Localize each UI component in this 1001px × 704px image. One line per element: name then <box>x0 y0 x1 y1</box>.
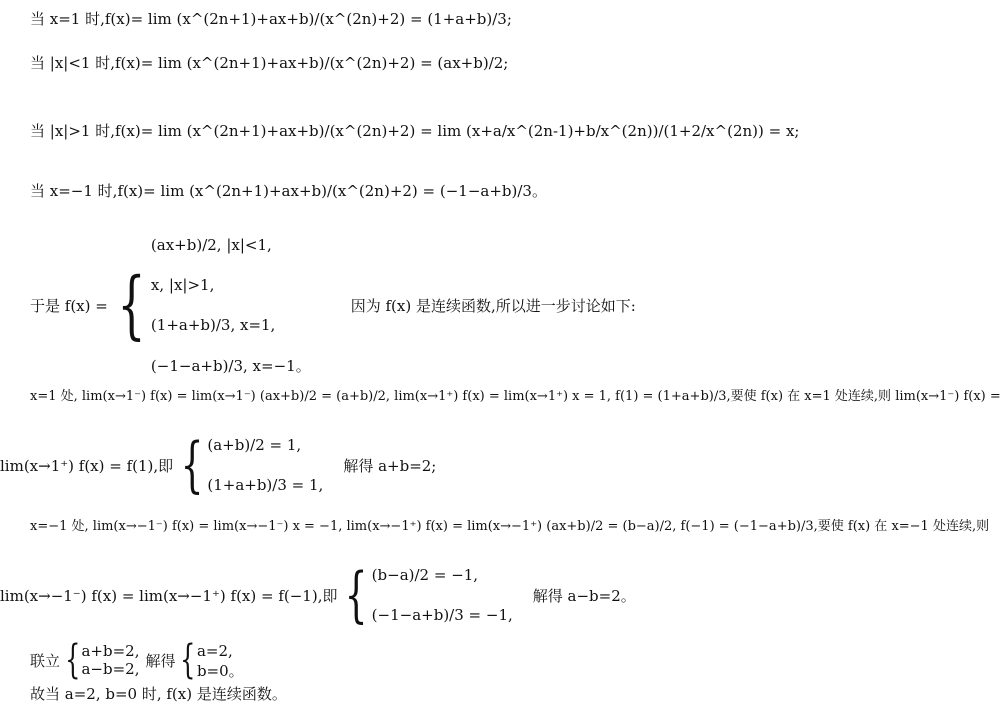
system-x-minus-1 <box>0 555 636 635</box>
piecewise-cases <box>151 225 311 385</box>
continuity-statement: 因为 f(x) 是连续函数,所以进一步讨论如下: <box>350 296 636 315</box>
system-cases <box>197 642 244 678</box>
combined-system <box>30 637 244 683</box>
system-cases <box>372 555 513 635</box>
left-brace-icon: { <box>180 637 196 683</box>
eq-1: a+b=2, <box>81 642 140 660</box>
text: x=1 处, lim(x→1⁻) f(x) = lim(x→1⁻) (ax+b)/2 = (a+b)/2, lim(x→1⁺) f(x) = lim(x→1⁺) x = 1, f(1) = (1+a+b)/3,要使 f(x) 在 x=1 处连续,则 lim(x→1⁻) f(x) = <box>30 389 1001 404</box>
line-abs-less-1 <box>30 52 508 73</box>
line-x-equals-minus-1 <box>30 180 547 201</box>
piecewise-block <box>30 225 636 385</box>
case-3: (1+a+b)/3, x=1, <box>150 316 276 334</box>
text: 故当 a=2, b=0 时, f(x) 是连续函数。 <box>30 685 287 703</box>
eq-2: (−1−a+b)/3 = −1, <box>371 606 513 624</box>
text: lim(x→−1⁻) f(x) = lim(x→−1⁺) f(x) = f(−1),即 <box>0 586 338 605</box>
left-brace-icon: { <box>345 560 369 630</box>
piecewise-prefix: 于是 f(x) = <box>30 296 108 315</box>
eq-2: (1+a+b)/3 = 1, <box>207 476 324 494</box>
left-brace-icon: { <box>180 430 204 500</box>
text: 当 x=−1 时,f(x)= lim (x^(2n+1)+ax+b)/(x^(2n)+2) = (−1−a+b)/3。 <box>30 182 547 200</box>
solution-a-minus-b: 解得 a−b=2。 <box>532 586 636 605</box>
eq-2: b=0。 <box>196 662 244 680</box>
case-1: (ax+b)/2, |x|<1, <box>150 236 272 254</box>
conclusion <box>30 683 287 704</box>
text: x=−1 处, lim(x→−1⁻) f(x) = lim(x→−1⁻) x = −1, lim(x→−1⁺) f(x) = lim(x→−1⁺) (ax+b)/2 = (b−a)/2, f(−1) = (−1−a+b)/3,要使 f(x) 在 x=−1 处连续,则 <box>30 519 990 534</box>
text: lim(x→1⁺) f(x) = f(1),即 <box>0 456 174 475</box>
line-x-equals-1 <box>30 8 512 29</box>
eq-1: (b−a)/2 = −1, <box>371 566 479 584</box>
left-brace-icon: { <box>65 637 81 683</box>
system-cases <box>207 425 323 505</box>
text: 联立 <box>30 651 61 670</box>
text: 解得 <box>145 651 176 670</box>
text: 当 |x|<1 时,f(x)= lim (x^(2n+1)+ax+b)/(x^(2n)+2) = (ax+b)/2; <box>30 54 509 72</box>
system-cases <box>81 642 139 678</box>
line-at-x-minus-1 <box>30 515 989 534</box>
system-x-1 <box>0 425 436 505</box>
eq-1: a=2, <box>196 642 233 660</box>
eq-1: (a+b)/2 = 1, <box>207 436 302 454</box>
text: 当 |x|>1 时,f(x)= lim (x^(2n+1)+ax+b)/(x^(2n)+2) = lim (x+a/x^(2n-1)+b/x^(2n))/(1+2/x^(2n)) = x; <box>30 122 800 140</box>
text: 当 x=1 时,f(x)= lim (x^(2n+1)+ax+b)/(x^(2n)+2) = (1+a+b)/3; <box>30 10 512 28</box>
line-at-x-1 <box>30 385 1001 404</box>
solution-a-plus-b: 解得 a+b=2; <box>343 456 437 475</box>
eq-2: a−b=2, <box>81 660 140 678</box>
left-brace-icon: { <box>117 262 146 348</box>
case-2: x, |x|>1, <box>150 276 215 294</box>
line-abs-greater-1 <box>30 120 799 141</box>
case-4: (−1−a+b)/3, x=−1。 <box>150 356 311 375</box>
